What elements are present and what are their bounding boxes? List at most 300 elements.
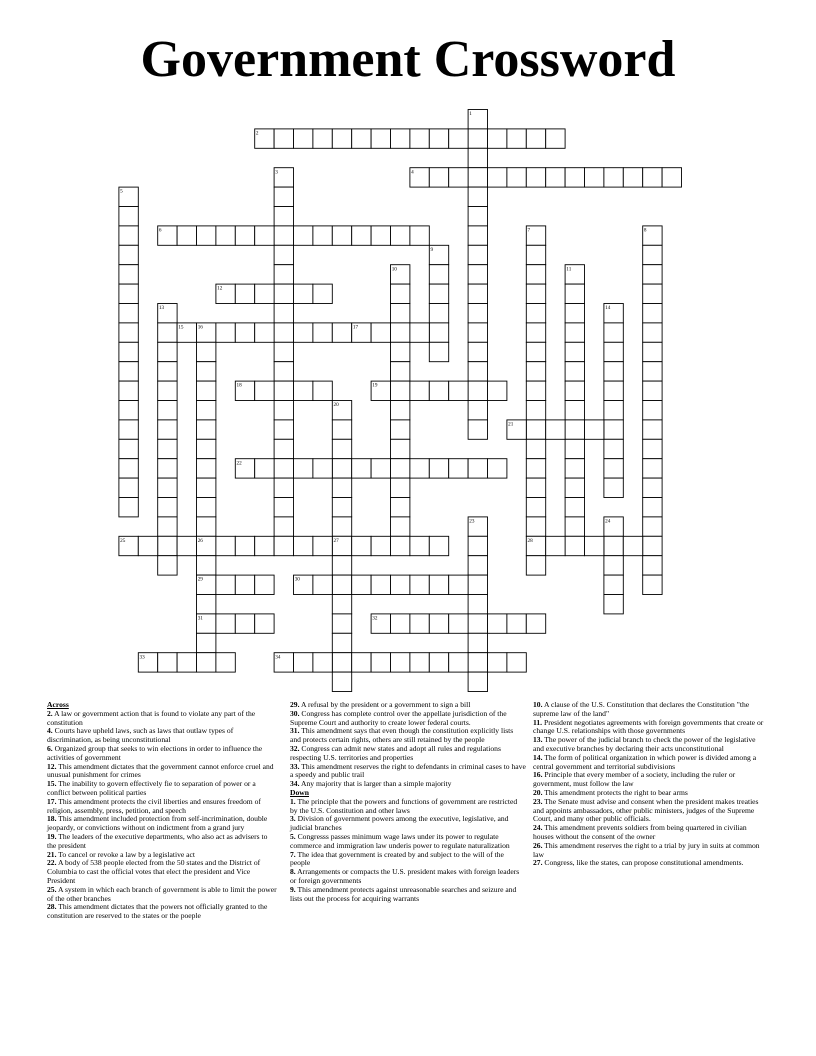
crossword-cell[interactable]	[274, 323, 293, 342]
crossword-cell[interactable]	[294, 323, 313, 342]
crossword-cell[interactable]	[391, 439, 410, 458]
crossword-cell[interactable]	[138, 536, 157, 555]
crossword-cell[interactable]	[294, 653, 313, 672]
crossword-cell[interactable]	[565, 284, 584, 303]
crossword-cell[interactable]	[197, 478, 216, 497]
crossword-cell[interactable]	[604, 459, 623, 478]
crossword-cell[interactable]	[604, 595, 623, 614]
crossword-cell[interactable]	[332, 478, 351, 497]
crossword-cell[interactable]	[274, 245, 293, 264]
crossword-cell[interactable]	[119, 362, 138, 381]
crossword-cell[interactable]	[585, 168, 604, 187]
crossword-cell[interactable]	[526, 478, 545, 497]
crossword-cell[interactable]	[119, 226, 138, 245]
crossword-cell[interactable]	[197, 556, 216, 575]
crossword-cell[interactable]	[468, 284, 487, 303]
crossword-cell[interactable]	[119, 284, 138, 303]
crossword-cell[interactable]	[488, 129, 507, 148]
crossword-cell[interactable]	[391, 129, 410, 148]
crossword-cell[interactable]	[526, 439, 545, 458]
crossword-cell[interactable]	[468, 381, 487, 400]
crossword-cell[interactable]	[468, 459, 487, 478]
crossword-cell[interactable]	[468, 207, 487, 226]
crossword-cell[interactable]	[604, 478, 623, 497]
crossword-cell[interactable]	[371, 575, 390, 594]
crossword-cell[interactable]	[488, 168, 507, 187]
crossword-cell[interactable]	[216, 614, 235, 633]
crossword-cell[interactable]	[391, 614, 410, 633]
crossword-cell[interactable]	[313, 284, 332, 303]
crossword-cell[interactable]	[429, 536, 448, 555]
crossword-cell[interactable]	[604, 401, 623, 420]
crossword-cell[interactable]	[197, 595, 216, 614]
crossword-cell[interactable]	[526, 168, 545, 187]
crossword-cell[interactable]	[274, 439, 293, 458]
crossword-cell[interactable]	[294, 536, 313, 555]
crossword-cell[interactable]	[468, 323, 487, 342]
crossword-cell[interactable]	[429, 459, 448, 478]
crossword-cell[interactable]	[371, 459, 390, 478]
clue-item	[290, 710, 526, 728]
crossword-cell[interactable]	[197, 633, 216, 652]
crossword-cell[interactable]	[643, 498, 662, 517]
crossword-cell[interactable]	[274, 401, 293, 420]
crossword-cell[interactable]	[410, 129, 429, 148]
crossword-cell[interactable]	[391, 304, 410, 323]
crossword-cell[interactable]	[526, 245, 545, 264]
crossword-cell[interactable]	[332, 498, 351, 517]
crossword-cell[interactable]	[565, 517, 584, 536]
crossword-cell[interactable]	[643, 575, 662, 594]
crossword-cell[interactable]	[274, 284, 293, 303]
crossword-cell[interactable]	[391, 284, 410, 303]
crossword-cell[interactable]	[643, 304, 662, 323]
crossword-cell[interactable]	[274, 459, 293, 478]
crossword-cell[interactable]	[391, 381, 410, 400]
crossword-cell[interactable]	[526, 498, 545, 517]
crossword-cell[interactable]	[468, 148, 487, 167]
crossword-cell[interactable]	[197, 381, 216, 400]
crossword-cell[interactable]	[274, 517, 293, 536]
crossword-cell[interactable]	[429, 129, 448, 148]
crossword-cell[interactable]	[177, 226, 196, 245]
crossword-cell[interactable]	[410, 226, 429, 245]
crossword-cell[interactable]	[643, 401, 662, 420]
crossword-cell[interactable]	[332, 323, 351, 342]
crossword-cell[interactable]	[255, 323, 274, 342]
crossword-cell[interactable]	[565, 478, 584, 497]
crossword-cell[interactable]	[255, 459, 274, 478]
crossword-cell[interactable]	[255, 226, 274, 245]
crossword-cell[interactable]	[119, 459, 138, 478]
crossword-cell[interactable]	[507, 614, 526, 633]
crossword-cell[interactable]	[585, 420, 604, 439]
crossword-cell[interactable]	[332, 575, 351, 594]
crossword-cell[interactable]	[429, 284, 448, 303]
crossword-cell[interactable]	[449, 168, 468, 187]
crossword-cell[interactable]	[274, 536, 293, 555]
crossword-cell[interactable]	[158, 536, 177, 555]
crossword-cell[interactable]	[274, 226, 293, 245]
crossword-cell[interactable]	[565, 362, 584, 381]
crossword-cell[interactable]	[371, 129, 390, 148]
crossword-cell[interactable]	[371, 226, 390, 245]
crossword-cell[interactable]	[410, 459, 429, 478]
crossword-cell[interactable]	[391, 342, 410, 361]
clue-number: 12.	[47, 761, 57, 771]
crossword-cell[interactable]	[429, 653, 448, 672]
crossword-cell[interactable]	[565, 459, 584, 478]
crossword-cell[interactable]	[391, 478, 410, 497]
crossword-cell[interactable]	[488, 381, 507, 400]
crossword-cell[interactable]	[449, 381, 468, 400]
crossword-cell[interactable]	[255, 614, 274, 633]
crossword-cell[interactable]	[604, 556, 623, 575]
crossword-cell[interactable]	[468, 129, 487, 148]
crossword-cell[interactable]	[332, 439, 351, 458]
crossword-cell[interactable]	[274, 362, 293, 381]
crossword-cell[interactable]	[158, 478, 177, 497]
crossword-cell[interactable]	[468, 401, 487, 420]
crossword-cell[interactable]	[332, 556, 351, 575]
crossword-cell[interactable]	[197, 401, 216, 420]
crossword-cell[interactable]	[216, 575, 235, 594]
crossword-cell[interactable]	[565, 439, 584, 458]
crossword-cell[interactable]	[488, 459, 507, 478]
crossword-cell[interactable]	[158, 653, 177, 672]
crossword-cell[interactable]	[449, 653, 468, 672]
crossword-cell[interactable]	[274, 420, 293, 439]
crossword-cell[interactable]	[546, 420, 565, 439]
crossword-cell[interactable]	[391, 420, 410, 439]
crossword-cell[interactable]	[643, 536, 662, 555]
crossword-cell[interactable]	[429, 168, 448, 187]
crossword-cell[interactable]	[197, 226, 216, 245]
crossword-cell[interactable]	[391, 459, 410, 478]
crossword-cell[interactable]	[643, 265, 662, 284]
crossword-cell[interactable]	[391, 226, 410, 245]
crossword-cell[interactable]	[158, 401, 177, 420]
crossword-cell[interactable]	[119, 245, 138, 264]
crossword-cell[interactable]	[274, 498, 293, 517]
crossword-cell[interactable]	[526, 129, 545, 148]
crossword-cell[interactable]	[507, 653, 526, 672]
crossword-cell[interactable]	[197, 439, 216, 458]
crossword-cell[interactable]	[371, 653, 390, 672]
crossword-cell[interactable]	[468, 420, 487, 439]
crossword-cell[interactable]	[643, 439, 662, 458]
crossword-cell[interactable]	[371, 323, 390, 342]
crossword-cell[interactable]	[565, 420, 584, 439]
crossword-cell[interactable]	[643, 478, 662, 497]
crossword-cell[interactable]	[391, 536, 410, 555]
crossword-cell[interactable]	[410, 653, 429, 672]
crossword-cell[interactable]	[119, 207, 138, 226]
crossword-cell[interactable]	[371, 536, 390, 555]
crossword-cell[interactable]	[565, 498, 584, 517]
crossword-cell[interactable]	[313, 575, 332, 594]
crossword-cell[interactable]	[313, 653, 332, 672]
crossword-cell[interactable]	[158, 381, 177, 400]
crossword-cell[interactable]	[332, 517, 351, 536]
crossword-cell[interactable]	[197, 420, 216, 439]
crossword-cell[interactable]	[274, 207, 293, 226]
crossword-cell[interactable]	[468, 265, 487, 284]
crossword-cell[interactable]	[449, 614, 468, 633]
crossword-cell[interactable]	[352, 129, 371, 148]
crossword-cell[interactable]	[332, 129, 351, 148]
crossword-cell[interactable]	[313, 381, 332, 400]
crossword-cell[interactable]	[643, 323, 662, 342]
crossword-cell[interactable]	[565, 168, 584, 187]
crossword-cell[interactable]	[429, 614, 448, 633]
crossword-cell[interactable]	[158, 556, 177, 575]
crossword-cell[interactable]	[391, 323, 410, 342]
crossword-cell[interactable]	[158, 420, 177, 439]
crossword-cell[interactable]	[274, 342, 293, 361]
crossword-cell[interactable]	[274, 265, 293, 284]
crossword-cell[interactable]	[119, 439, 138, 458]
crossword-cell[interactable]	[449, 129, 468, 148]
crossword-cell[interactable]	[526, 304, 545, 323]
crossword-cell[interactable]	[468, 633, 487, 652]
crossword-cell[interactable]	[604, 536, 623, 555]
crossword-cell[interactable]	[197, 653, 216, 672]
crossword-cell[interactable]	[643, 245, 662, 264]
crossword-cell[interactable]	[468, 614, 487, 633]
crossword-cell[interactable]	[216, 323, 235, 342]
crossword-cell[interactable]	[274, 478, 293, 497]
crossword-cell[interactable]	[468, 575, 487, 594]
crossword-cell[interactable]	[410, 323, 429, 342]
crossword-cell[interactable]	[468, 304, 487, 323]
crossword-cell[interactable]	[313, 226, 332, 245]
crossword-cell[interactable]	[119, 420, 138, 439]
crossword-cell[interactable]	[119, 381, 138, 400]
crossword-cell[interactable]	[526, 459, 545, 478]
crossword-cell[interactable]	[526, 284, 545, 303]
crossword-cell[interactable]	[526, 517, 545, 536]
crossword-cell[interactable]	[313, 459, 332, 478]
crossword-cell[interactable]	[352, 226, 371, 245]
crossword-cell[interactable]	[119, 304, 138, 323]
crossword-cell[interactable]	[643, 459, 662, 478]
crossword-cell[interactable]	[177, 653, 196, 672]
crossword-cell[interactable]	[274, 304, 293, 323]
crossword-cell[interactable]	[294, 459, 313, 478]
crossword-cell[interactable]	[526, 381, 545, 400]
crossword-cell[interactable]	[391, 517, 410, 536]
crossword-cell[interactable]	[410, 381, 429, 400]
crossword-cell[interactable]	[546, 129, 565, 148]
crossword-cell[interactable]	[526, 420, 545, 439]
crossword-cell[interactable]	[235, 575, 254, 594]
cell-number: 26	[197, 537, 203, 544]
crossword-cell[interactable]	[391, 498, 410, 517]
crossword-cell[interactable]	[332, 653, 351, 672]
crossword-cell[interactable]	[197, 517, 216, 536]
crossword-cell[interactable]	[604, 439, 623, 458]
crossword-cell[interactable]	[216, 653, 235, 672]
crossword-cell[interactable]	[255, 536, 274, 555]
crossword-cell[interactable]	[643, 517, 662, 536]
crossword-cell[interactable]	[526, 556, 545, 575]
crossword-cell[interactable]	[468, 245, 487, 264]
crossword-cell[interactable]	[429, 304, 448, 323]
crossword-cell[interactable]	[468, 672, 487, 691]
crossword-cell[interactable]	[352, 536, 371, 555]
crossword-cell[interactable]	[526, 362, 545, 381]
crossword-cell[interactable]	[391, 362, 410, 381]
crossword-cell[interactable]	[255, 575, 274, 594]
crossword-cell[interactable]	[294, 381, 313, 400]
crossword-cell[interactable]	[604, 420, 623, 439]
crossword-cell[interactable]	[274, 129, 293, 148]
crossword-cell[interactable]	[468, 362, 487, 381]
crossword-cell[interactable]	[468, 187, 487, 206]
crossword-cell[interactable]	[526, 342, 545, 361]
crossword-cell[interactable]	[119, 323, 138, 342]
crossword-cell[interactable]	[604, 323, 623, 342]
crossword-cell[interactable]	[391, 575, 410, 594]
crossword-cell[interactable]	[255, 284, 274, 303]
crossword-cell[interactable]	[662, 168, 681, 187]
crossword-cell[interactable]	[158, 342, 177, 361]
clue-text: Congresss passes minimum wage laws under its power to regulate commerce and immigration law underis power to regulate naturalization	[290, 831, 510, 850]
crossword-cell[interactable]	[332, 420, 351, 439]
crossword-cell[interactable]	[488, 614, 507, 633]
crossword-cell[interactable]	[429, 575, 448, 594]
crossword-cell[interactable]	[410, 614, 429, 633]
crossword-cell[interactable]	[332, 459, 351, 478]
crossword-cell[interactable]	[255, 381, 274, 400]
crossword-cell[interactable]	[449, 575, 468, 594]
crossword-cell[interactable]	[352, 653, 371, 672]
crossword-cell[interactable]	[643, 342, 662, 361]
crossword-cell[interactable]	[468, 556, 487, 575]
crossword-cell[interactable]	[158, 362, 177, 381]
crossword-cell[interactable]	[216, 226, 235, 245]
crossword-cell[interactable]	[197, 498, 216, 517]
crossword-cell[interactable]	[332, 633, 351, 652]
crossword-cell[interactable]	[177, 536, 196, 555]
crossword-cell[interactable]	[197, 362, 216, 381]
crossword-cell[interactable]	[526, 614, 545, 633]
crossword-cell[interactable]	[565, 536, 584, 555]
crossword-cell[interactable]	[235, 284, 254, 303]
crossword-cell[interactable]	[643, 362, 662, 381]
crossword-cell[interactable]	[216, 536, 235, 555]
crossword-cell[interactable]	[235, 323, 254, 342]
crossword-cell[interactable]	[565, 323, 584, 342]
crossword-cell[interactable]	[294, 284, 313, 303]
crossword-cell[interactable]	[565, 401, 584, 420]
crossword-cell[interactable]	[274, 381, 293, 400]
crossword-cell[interactable]	[332, 226, 351, 245]
cell-number: 3	[275, 169, 278, 176]
crossword-cell[interactable]	[313, 536, 332, 555]
crossword-cell[interactable]	[197, 342, 216, 361]
crossword-cell[interactable]	[294, 129, 313, 148]
crossword-cell[interactable]	[235, 536, 254, 555]
crossword-cell[interactable]	[429, 381, 448, 400]
crossword-cell[interactable]	[119, 401, 138, 420]
crossword-cell[interactable]	[585, 536, 604, 555]
crossword-cell[interactable]	[332, 595, 351, 614]
crossword-cell[interactable]	[604, 168, 623, 187]
crossword-cell[interactable]	[235, 226, 254, 245]
crossword-cell[interactable]	[119, 498, 138, 517]
crossword-cell[interactable]	[468, 536, 487, 555]
crossword-cell[interactable]	[565, 381, 584, 400]
crossword-cell[interactable]	[313, 129, 332, 148]
crossword-cell[interactable]	[643, 420, 662, 439]
crossword-cell[interactable]	[352, 459, 371, 478]
crossword-cell[interactable]	[643, 168, 662, 187]
crossword-cell[interactable]	[507, 168, 526, 187]
crossword-cell[interactable]	[119, 478, 138, 497]
crossword-cell[interactable]	[623, 168, 642, 187]
crossword-cell[interactable]	[235, 614, 254, 633]
crossword-cell[interactable]	[526, 401, 545, 420]
crossword-cell[interactable]	[468, 168, 487, 187]
crossword-cell[interactable]	[313, 323, 332, 342]
crossword-cell[interactable]	[623, 536, 642, 555]
crossword-cell[interactable]	[410, 575, 429, 594]
crossword-cell[interactable]	[526, 265, 545, 284]
crossword-cell[interactable]	[488, 653, 507, 672]
crossword-cell[interactable]	[429, 323, 448, 342]
crossword-cell[interactable]	[158, 323, 177, 342]
crossword-cell[interactable]	[274, 187, 293, 206]
crossword-cell[interactable]	[468, 342, 487, 361]
crossword-cell[interactable]	[507, 129, 526, 148]
crossword-cell[interactable]	[391, 401, 410, 420]
crossword-cell[interactable]	[294, 226, 313, 245]
crossword-cell[interactable]	[332, 614, 351, 633]
crossword-cell[interactable]	[429, 342, 448, 361]
crossword-cell[interactable]	[565, 304, 584, 323]
crossword-cell[interactable]	[158, 439, 177, 458]
crossword-cell[interactable]	[604, 362, 623, 381]
crossword-cell[interactable]	[352, 575, 371, 594]
crossword-cell[interactable]	[604, 381, 623, 400]
crossword-cell[interactable]	[158, 459, 177, 478]
crossword-cell[interactable]	[119, 265, 138, 284]
crossword-cell[interactable]	[604, 342, 623, 361]
crossword-cell[interactable]	[410, 536, 429, 555]
crossword-cell[interactable]	[158, 498, 177, 517]
crossword-cell[interactable]	[643, 556, 662, 575]
crossword-cell[interactable]	[546, 536, 565, 555]
crossword-cell[interactable]	[643, 284, 662, 303]
crossword-cell[interactable]	[468, 595, 487, 614]
crossword-cell[interactable]	[468, 653, 487, 672]
crossword-cell[interactable]	[565, 342, 584, 361]
crossword-cell[interactable]	[643, 381, 662, 400]
crossword-cell[interactable]	[119, 342, 138, 361]
crossword-cell[interactable]	[526, 323, 545, 342]
crossword-cell[interactable]	[197, 459, 216, 478]
crossword-cell[interactable]	[391, 653, 410, 672]
crossword-cell[interactable]	[604, 575, 623, 594]
crossword-cell[interactable]	[449, 459, 468, 478]
crossword-cell[interactable]	[332, 672, 351, 691]
crossword-cell[interactable]	[468, 226, 487, 245]
crossword-cell[interactable]	[429, 265, 448, 284]
crossword-cell[interactable]	[546, 168, 565, 187]
crossword-cell[interactable]	[158, 517, 177, 536]
